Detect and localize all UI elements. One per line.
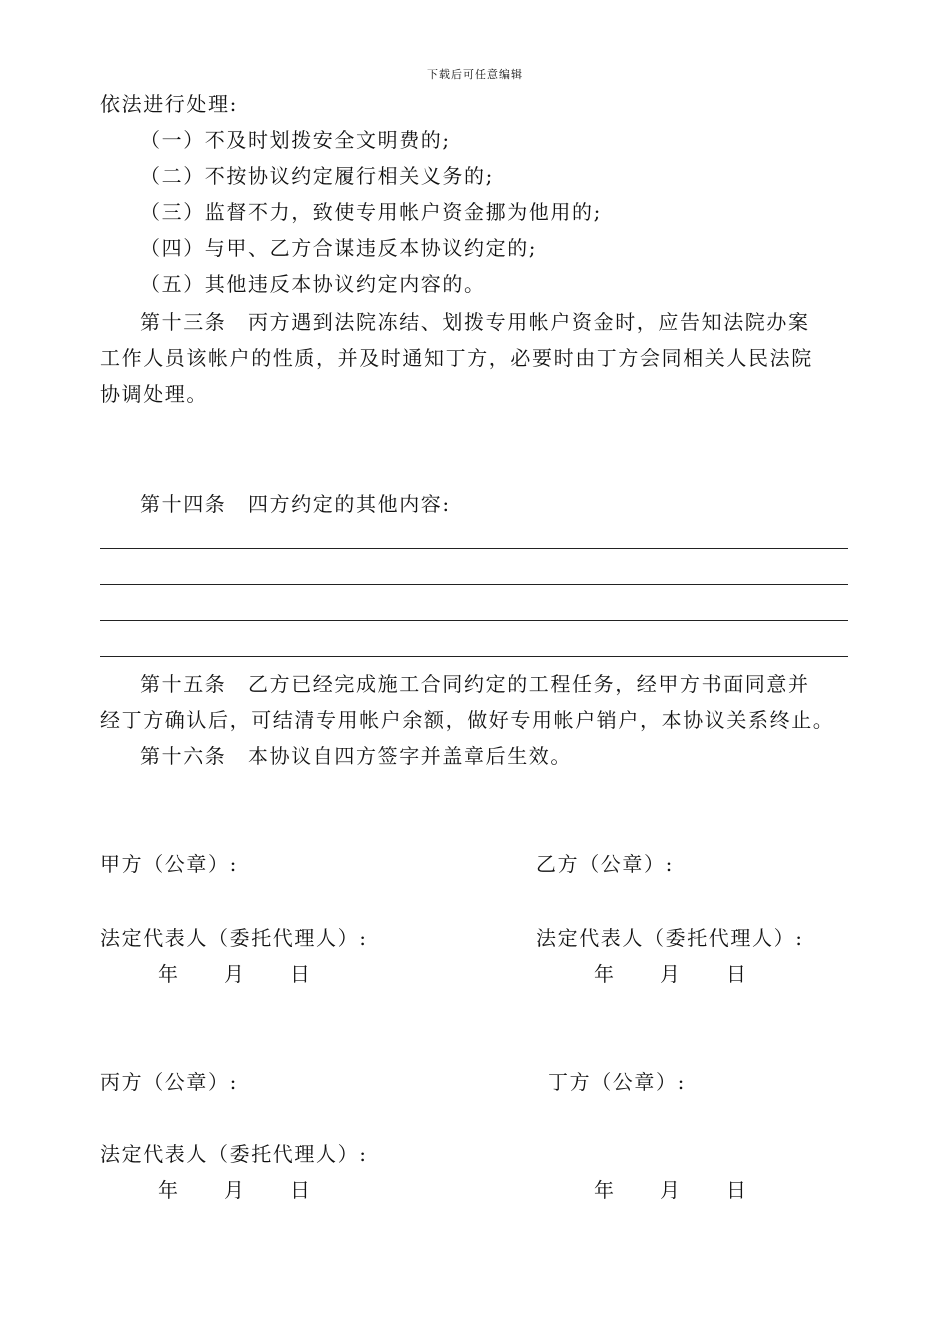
article-13-line-1: 第十三条 丙方遇到法院冻结、划拨专用帐户资金时，应告知法院办案 [140, 310, 810, 334]
party-a-date: 年 月 日 [158, 962, 312, 986]
article-14: 第十四条 四方约定的其他内容: [140, 492, 451, 516]
party-c-date: 年 月 日 [158, 1178, 312, 1202]
list-item: （一）不及时划拨安全文明费的; [140, 128, 451, 152]
party-b-date: 年 月 日 [594, 962, 748, 986]
party-a-seal: 甲方（公章）: [100, 852, 238, 876]
party-d-seal: 丁方（公章）: [548, 1070, 686, 1094]
blank-line [100, 548, 848, 549]
article-13-line-3: 协调处理。 [100, 382, 208, 406]
party-c-representative: 法定代表人（委托代理人）: [100, 1142, 368, 1166]
page-header: 下载后可任意编辑 [427, 68, 523, 81]
article-13-line-2: 工作人员该帐户的性质，并及时通知丁方，必要时由丁方会同相关人民法院 [100, 346, 813, 370]
blank-line [100, 656, 848, 657]
party-c-seal: 丙方（公章）: [100, 1070, 238, 1094]
blank-line [100, 584, 848, 585]
party-d-date: 年 月 日 [594, 1178, 748, 1202]
article-16: 第十六条 本协议自四方签字并盖章后生效。 [140, 744, 572, 768]
list-item: （三）监督不力，致使专用帐户资金挪为他用的; [140, 200, 602, 224]
list-item: （五）其他违反本协议约定内容的。 [140, 272, 486, 296]
article-15-line-2: 经丁方确认后，可结清专用帐户余额，做好专用帐户销户，本协议关系终止。 [100, 708, 835, 732]
intro-text: 依法进行处理: [100, 92, 238, 116]
party-a-representative: 法定代表人（委托代理人）: [100, 926, 368, 950]
article-15-line-1: 第十五条 乙方已经完成施工合同约定的工程任务，经甲方书面同意并 [140, 672, 810, 696]
party-b-representative: 法定代表人（委托代理人）: [536, 926, 804, 950]
party-b-seal: 乙方（公章）: [536, 852, 674, 876]
blank-line [100, 620, 848, 621]
list-item: （二）不按协议约定履行相关义务的; [140, 164, 494, 188]
list-item: （四）与甲、乙方合谋违反本协议约定的; [140, 236, 538, 260]
